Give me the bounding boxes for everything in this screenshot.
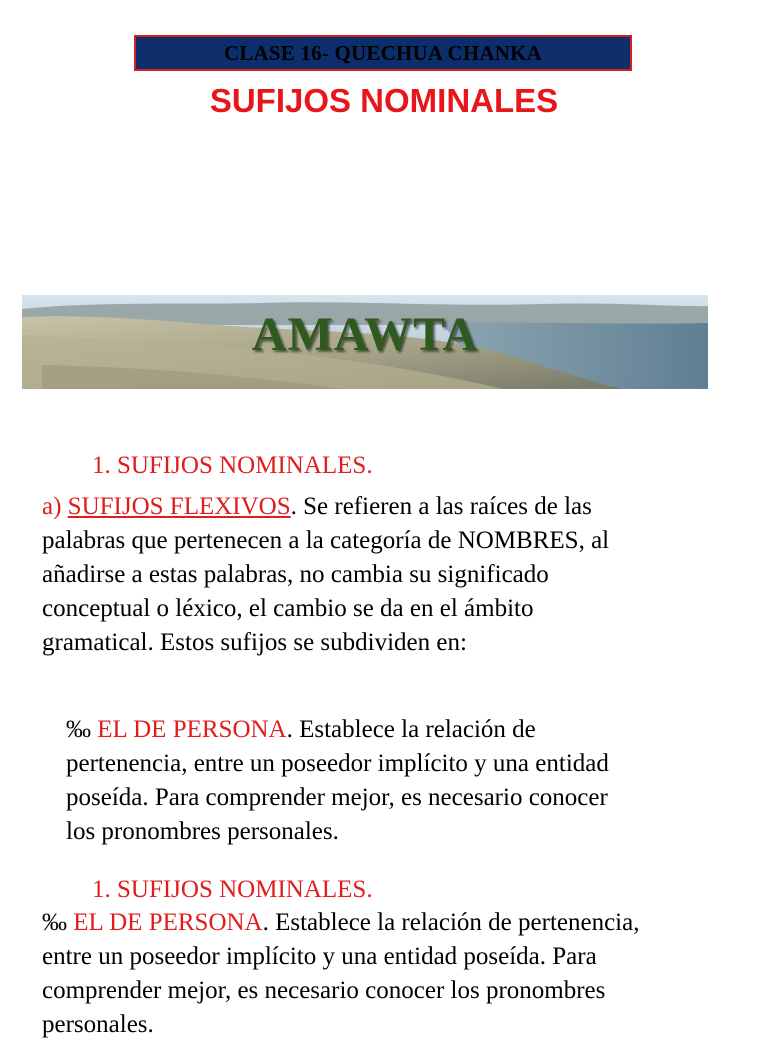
item-title: EL DE PERSONA [97,716,287,743]
paragraph-persona [66,713,746,849]
banner-word: AMAWTA [251,308,479,361]
item-title: SUFIJOS FLEXIVOS [67,493,291,520]
paragraph-line: palabras que pertenecen a la categoría de NOMBRES, al [42,527,610,554]
item-prefix: a) [42,493,62,520]
paragraph-line: añadirse a estas palabras, no cambia su significado [42,561,549,588]
bullet-symbol: ‰ [66,716,91,743]
class-title: CLASE 16- QUECHUA CHANKA [223,40,543,65]
paragraph-line: los pronombres personales. [66,818,339,845]
class-title-box [134,35,632,71]
page-subtitle: SUFIJOS NOMINALES [209,82,559,119]
paragraph-line: gramatical. Estos sufijos se subdividen en: [42,629,467,656]
paragraph-line: comprender mejor, es necesario conocer los pronombres [42,977,606,1004]
paragraph-line: conceptual o léxico, el cambio se da en el ámbito [42,595,534,622]
paragraph-line: . Establece la relación de pertenencia, [262,909,640,936]
bullet-symbol: ‰ [42,909,67,936]
paragraph-line: personales. [42,1011,154,1038]
landscape-banner [22,295,708,389]
paragraph-line: entre un poseedor implícito y una entidad poseída. Para [42,943,597,970]
item-title: EL DE PERSONA [73,909,263,936]
section-heading: 1. SUFIJOS NOMINALES. [92,452,373,479]
paragraph-line: poseída. Para comprender mejor, es necesario conocer [66,784,608,811]
section-heading-repeat: 1. SUFIJOS NOMINALES. [92,876,373,903]
paragraph-line: . Se refieren a las raíces de las [290,493,592,520]
paragraph-line: pertenencia, entre un poseedor implícito y una entidad [66,750,609,777]
paragraph-line: . Establece la relación de [286,716,536,743]
paragraph-flexivos [42,490,742,660]
paragraph-persona-repeat [42,906,742,1042]
